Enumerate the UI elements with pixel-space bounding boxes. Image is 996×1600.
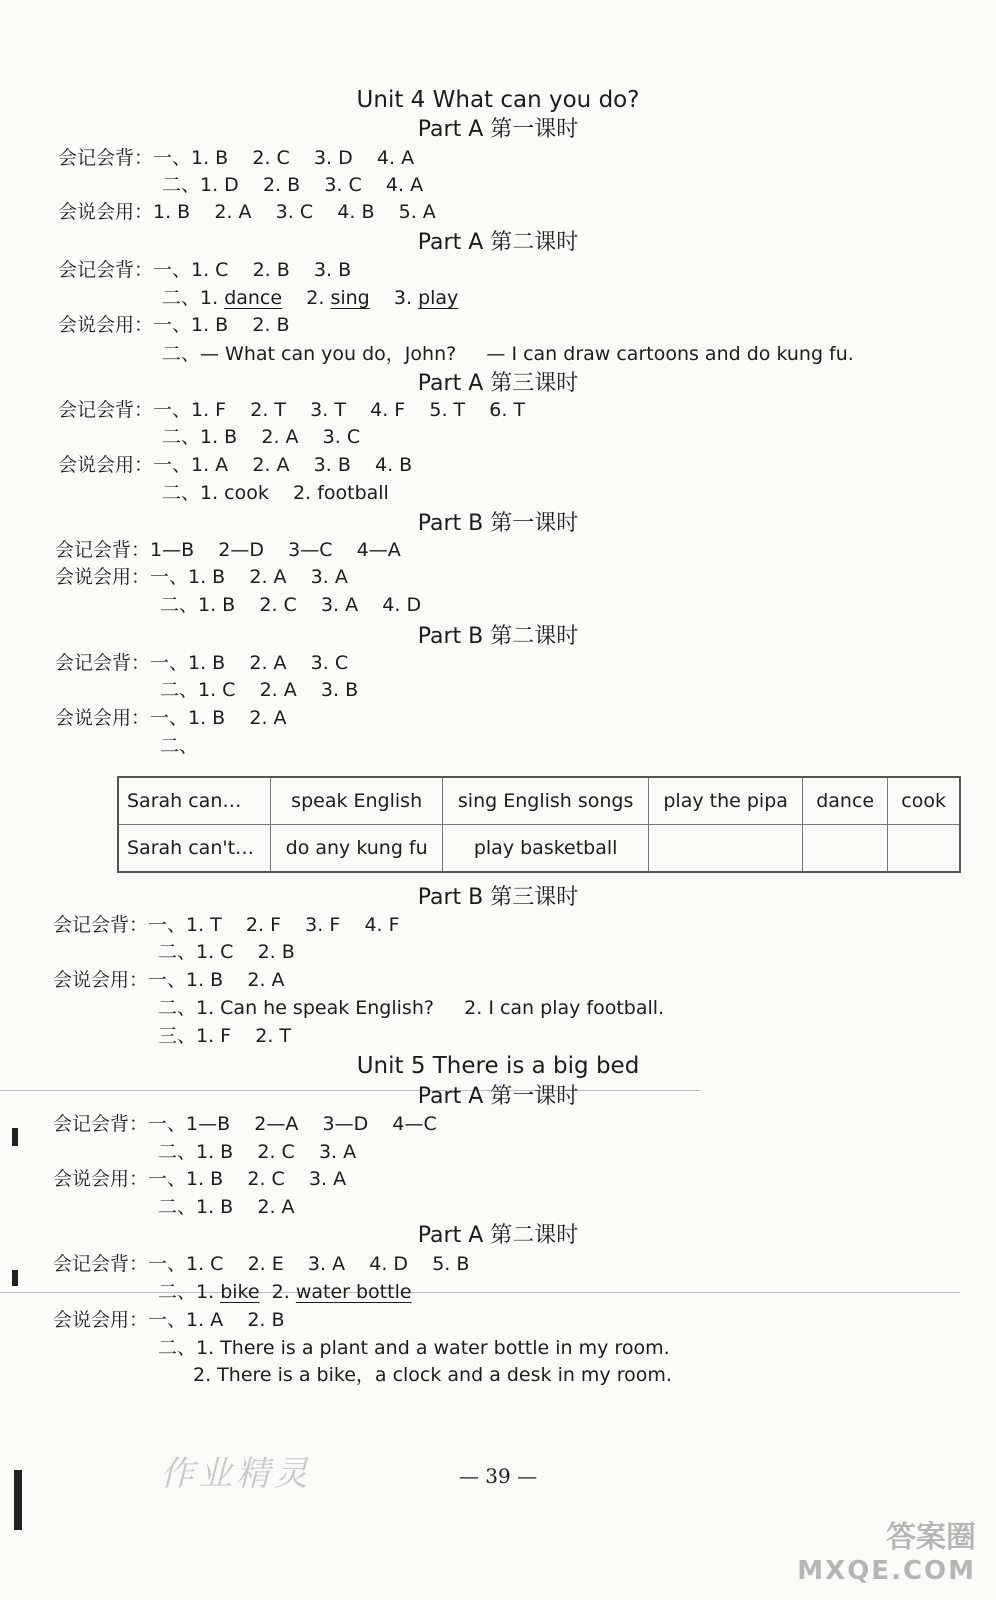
fill-word: water bottle	[295, 1281, 412, 1303]
answer-line: 三、1. F 2. T	[158, 1025, 292, 1047]
section-heading: Part A 第三课时	[417, 371, 579, 396]
table-cell: cook	[888, 777, 960, 825]
fill-in-answer-line	[158, 1280, 412, 1304]
answer-line: 会说会用：一、1. B 2. A	[55, 707, 287, 729]
answer-line: 会记会背：一、1. B 2. A 3. C	[55, 652, 349, 674]
page-edge-mark	[12, 1128, 18, 1146]
answer-line: 二、1. B 2. C 3. A 4. D	[160, 594, 422, 616]
fill-number: 3.	[393, 287, 413, 309]
answer-line: 二、1. C 2. A 3. B	[160, 679, 359, 701]
table-cell: play basketball	[443, 825, 649, 873]
answer-line: 二、1. B 2. C 3. A	[158, 1141, 357, 1163]
unit4-title: Unit 4 What can you do?	[356, 87, 640, 113]
fill-word: bike	[220, 1281, 260, 1303]
answer-line: 二、	[160, 735, 199, 757]
answer-line: 会说会用：一、1. B 2. A	[53, 969, 285, 991]
answer-line: 二、1. C 2. B	[158, 941, 295, 963]
table-row	[118, 825, 960, 873]
answer-line: 会记会背：一、1. C 2. B 3. B	[58, 259, 352, 281]
answer-line: 二、1. cook 2. football	[162, 482, 389, 504]
fill-number: 2.	[271, 1281, 290, 1303]
answer-line: 会记会背：一、1. C 2. E 3. A 4. D 5. B	[53, 1253, 470, 1275]
answer-line: 会说会用：1. B 2. A 3. C 4. B 5. A	[58, 201, 436, 223]
fill-word: sing	[330, 287, 370, 309]
answer-line: 会说会用：一、1. A 2. B	[53, 1309, 285, 1331]
fill-number: 2.	[306, 287, 325, 309]
fill-word: play	[418, 287, 459, 309]
section-heading: Part A 第二课时	[417, 230, 579, 255]
table-cell	[888, 825, 960, 873]
fill-word: dance	[224, 287, 283, 309]
sarah-ability-table	[117, 776, 961, 873]
section-heading: Part B 第二课时	[417, 624, 579, 649]
fill-prefix: 二、1.	[162, 287, 219, 309]
answer-line: 二、1. D 2. B 3. C 4. A	[162, 174, 424, 196]
section-heading: Part A 第一课时	[417, 1084, 579, 1109]
fill-prefix: 二、1.	[158, 1281, 215, 1303]
answer-line: 二、1. There is a plant and a water bottle in my room.	[158, 1337, 670, 1359]
table-cell: dance	[803, 777, 888, 825]
table-cell: Sarah can…	[118, 777, 271, 825]
table-cell: play the pipa	[649, 777, 803, 825]
answer-line: 二、— What can you do，John? — I can draw cartoons and do kung fu.	[162, 343, 854, 365]
answer-line: 会说会用：一、1. B 2. C 3. A	[53, 1168, 347, 1190]
logo-text-cn: 答案圈	[886, 1520, 976, 1555]
answer-line: 会记会背：1—B 2—D 3—C 4—A	[55, 539, 401, 561]
site-logo	[797, 1512, 976, 1586]
logo-text-en: MXQE.COM	[797, 1556, 976, 1586]
table-row	[118, 777, 960, 825]
answer-line: 会说会用：一、1. B 2. B	[58, 314, 290, 336]
answer-line: 2. There is a bike，a clock and a desk in my room.	[193, 1364, 672, 1386]
section-heading: Part B 第三课时	[417, 885, 579, 910]
answer-line: 二、1. Can he speak English? 2. I can play football.	[158, 997, 665, 1019]
answer-line: 二、1. B 2. A	[158, 1196, 295, 1218]
answer-line: 会记会背：一、1. B 2. C 3. D 4. A	[58, 147, 415, 169]
section-heading: Part A 第一课时	[417, 117, 579, 142]
table-cell	[803, 825, 888, 873]
table-cell: speak English	[271, 777, 443, 825]
answer-line: 会说会用：一、1. A 2. A 3. B 4. B	[58, 454, 413, 476]
watermark: 作业精灵	[160, 1454, 312, 1494]
answer-line: 会说会用：一、1. B 2. A 3. A	[55, 566, 348, 588]
answer-line: 会记会背：一、1. F 2. T 3. T 4. F 5. T 6. T	[58, 399, 526, 421]
table-cell: do any kung fu	[271, 825, 443, 873]
section-heading: Part A 第二课时	[417, 1223, 579, 1248]
fill-in-answer-line	[162, 286, 458, 310]
answer-line: 二、1. B 2. A 3. C	[162, 426, 361, 448]
scan-line-bottom	[0, 1292, 960, 1293]
answer-line: 会记会背：一、1. T 2. F 3. F 4. F	[53, 914, 400, 936]
table-cell: sing English songs	[443, 777, 649, 825]
unit5-title: Unit 5 There is a big bed	[356, 1053, 640, 1079]
table-cell	[649, 825, 803, 873]
table-cell: Sarah can't…	[118, 825, 271, 873]
page-edge-mark	[12, 1270, 18, 1286]
page-number: — 39 —	[458, 1464, 538, 1488]
section-heading: Part B 第一课时	[417, 511, 579, 536]
answer-line: 会记会背：一、1—B 2—A 3—D 4—C	[53, 1113, 437, 1135]
